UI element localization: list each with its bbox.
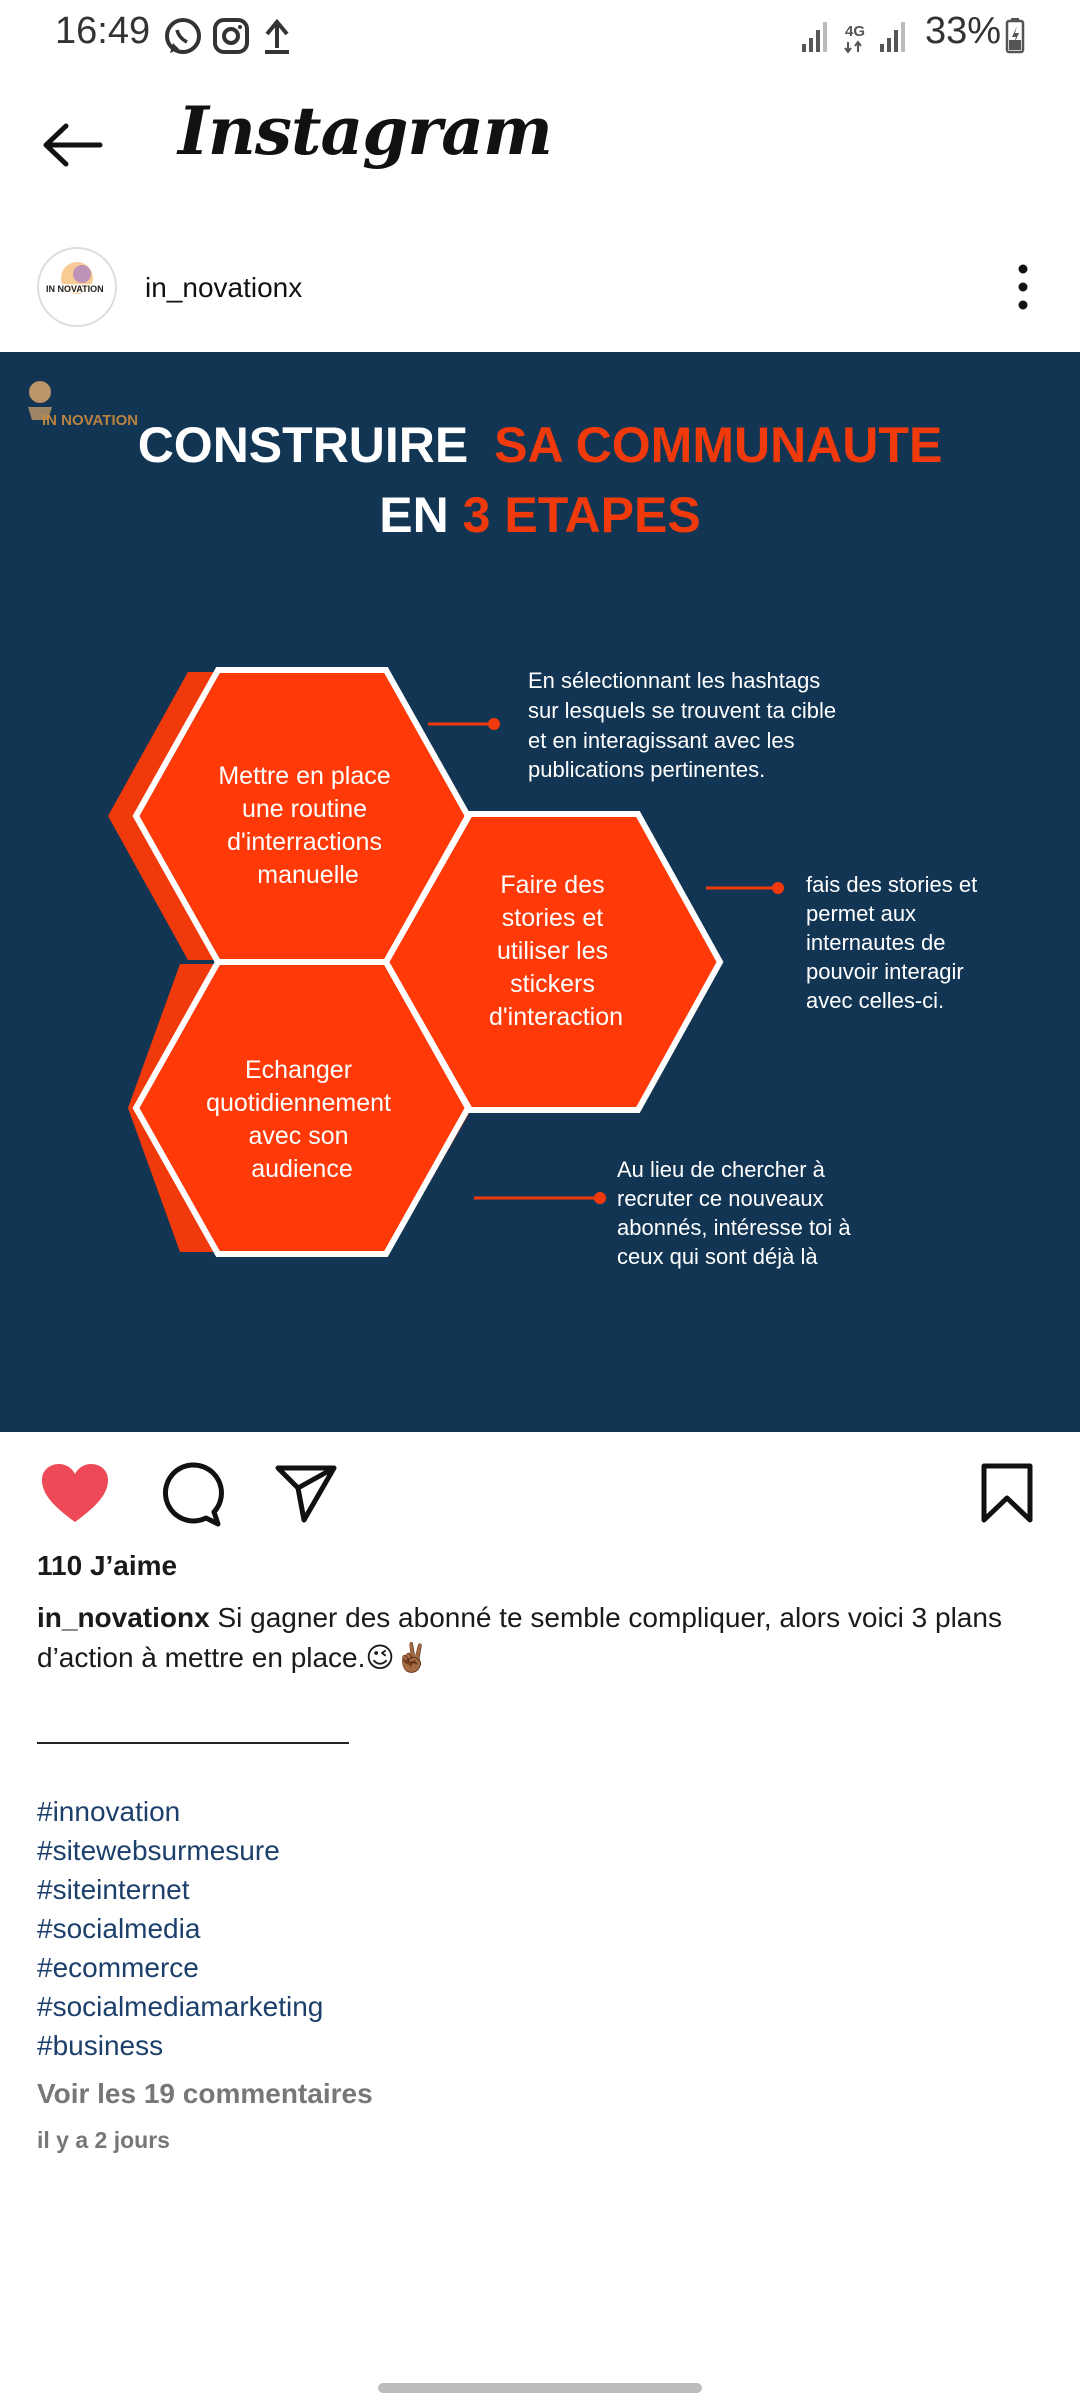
note-step-1: En sélectionnant les hashtags sur lesquels se trouvent ta cible et en interagissant avec les publications pertinentes. (528, 668, 837, 782)
signal-strength-icon (802, 22, 827, 52)
connector-3 (474, 1192, 606, 1204)
back-arrow-icon[interactable] (40, 118, 110, 172)
upload-icon (265, 22, 289, 52)
avatar-logo-text: IN NOVATION (46, 284, 104, 294)
hashtag-link[interactable]: #business (37, 2030, 164, 2061)
note-step-2: fais des stories et permet aux internautes de pouvoir interagir avec celles-ci. (806, 872, 978, 1013)
post-title-line1: CONSTRUIRE SA COMMUNAUTE (137, 417, 943, 473)
post-username[interactable]: in_novationx (145, 272, 303, 303)
comment-icon[interactable] (158, 1462, 224, 1528)
post-caption (37, 1598, 1037, 1678)
post-timestamp: il y a 2 jours (37, 2127, 170, 2153)
hexagon-step-2-text: Faire des stories et utiliser les stickers d'interaction (488, 871, 624, 1031)
hashtag-link[interactable]: #innovation (37, 1796, 181, 1827)
hashtag-link[interactable]: #sitewebsurmesure (37, 1835, 280, 1866)
post-logo (28, 381, 138, 429)
hashtag-link[interactable]: #socialmedia (37, 1913, 201, 1944)
hexagon-step-1-text: Mettre en place une routine d'interractions manuelle (218, 762, 391, 889)
avatar[interactable] (36, 246, 118, 328)
network-type: 4G (845, 23, 866, 40)
view-comments-link[interactable]: Voir les 19 commentaires (37, 2078, 373, 2109)
app-title: Instagram (178, 92, 552, 170)
caption-text: Si gagner des abonné te semble compliquer, alors voici 3 plans d’action à mettre en place.😉✌🏾 (37, 1602, 1002, 1673)
hashtag-link[interactable]: #ecommerce (37, 1952, 199, 1983)
hashtag-link[interactable]: #socialmediamarketing (37, 1991, 324, 2022)
whatsapp-icon (167, 20, 199, 53)
signal-strength-icon-2 (880, 22, 905, 52)
signal-icons (798, 16, 918, 56)
status-notification-icons (163, 16, 303, 56)
post-image[interactable] (0, 352, 1080, 1432)
instagram-small-icon (215, 20, 247, 52)
battery-icon (1003, 18, 1027, 54)
more-options-icon[interactable] (1010, 260, 1036, 314)
hexagon-step-3-text: Echanger quotidiennement avec son audience (206, 1056, 391, 1183)
status-time: 16:49 (55, 10, 151, 52)
caption-separator (37, 1742, 349, 1744)
caption-username[interactable]: in_novationx (37, 1602, 210, 1633)
post-logo-text: IN NOVATION (42, 412, 139, 429)
connector-1 (428, 718, 500, 730)
post-title-line2: EN 3 ETAPES (379, 487, 701, 543)
hashtag-link[interactable]: #siteinternet (37, 1874, 190, 1905)
battery-percentage: 33% (925, 10, 1002, 52)
like-heart-icon[interactable] (40, 1462, 110, 1526)
hashtag-list (37, 1792, 323, 2065)
home-indicator-bar[interactable] (378, 2383, 702, 2393)
bookmark-icon[interactable] (980, 1462, 1034, 1524)
likes-count[interactable]: 110 J’aime (37, 1550, 178, 1581)
note-step-3: Au lieu de chercher à recruter ce nouveaux abonnés, intéresse toi à ceux qui sont déjà là (617, 1157, 851, 1269)
connector-2 (706, 882, 784, 894)
share-send-icon[interactable] (274, 1462, 340, 1524)
